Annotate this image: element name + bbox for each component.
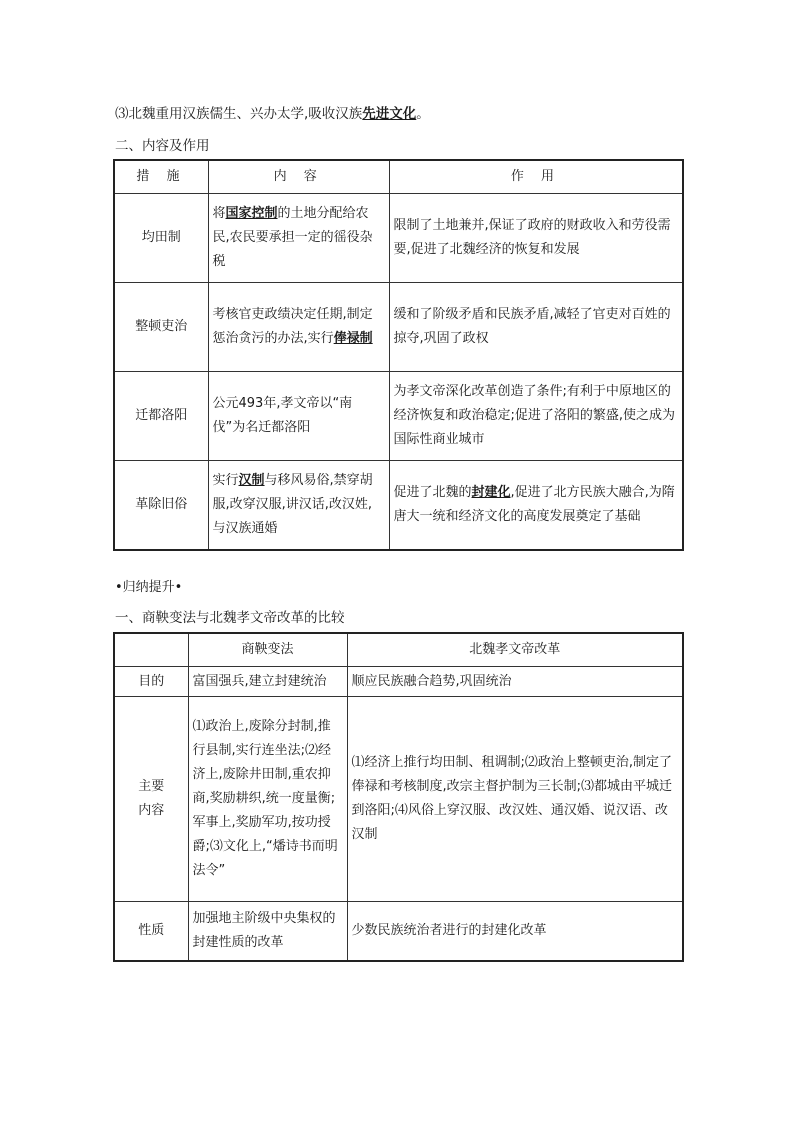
xiaowen-cell: 顺应民族融合趋势,巩固统治 bbox=[347, 667, 683, 697]
table-header-row bbox=[114, 160, 683, 194]
effect-cell: 为孝文帝深化改革创造了条件;有利于中原地区的经济恢复和政治稳定;促进了洛阳的繁盛,使之成为国际性商业城市 bbox=[389, 372, 683, 461]
measure-cell: 革除旧俗 bbox=[114, 461, 208, 551]
header-blank bbox=[114, 633, 188, 667]
effect-cell: 促进了北魏的封建化,促进了北方民族大融合,为隋唐大一统和经济文化的高度发展奠定了基础 bbox=[389, 461, 683, 551]
content-cell: 实行汉制与移风易俗,禁穿胡服,改穿汉服,讲汉话,改汉姓,与汉族通婚 bbox=[208, 461, 389, 551]
intro-suffix: 。 bbox=[416, 106, 430, 122]
content-cell: 将国家控制的土地分配给农民,农民要承担一定的徭役杂税 bbox=[208, 194, 389, 283]
row-label: 主要内容 bbox=[114, 697, 188, 902]
table-row bbox=[114, 667, 683, 697]
table-header-row bbox=[114, 633, 683, 667]
xiaowen-cell: ⑴经济上推行均田制、租调制;⑵政治上整顿吏治,制定了俸禄和考核制度,改宗主督护制为三长制;⑶都城由平城迁到洛阳;⑷风俗上穿汉服、改汉姓、通汉婚、说汉语、改汉制 bbox=[347, 697, 683, 902]
xiaowen-cell: 少数民族统治者进行的封建化改革 bbox=[347, 902, 683, 962]
header-effect: 作 用 bbox=[389, 160, 683, 194]
header-shang: 商鞅变法 bbox=[188, 633, 347, 667]
measure-cell: 整顿吏治 bbox=[114, 283, 208, 372]
measure-cell: 迁都洛阳 bbox=[114, 372, 208, 461]
content-cell: 公元493年,孝文帝以“南伐”为名迁都洛阳 bbox=[208, 372, 389, 461]
section-title-compare: 一、商鞅变法与北魏孝文帝改革的比较 bbox=[115, 610, 345, 626]
content-cell: 考核官吏政绩决定任期,制定惩治贪污的办法,实行俸禄制 bbox=[208, 283, 389, 372]
summary-label: •归纳提升• bbox=[115, 580, 183, 595]
shang-cell: 富国强兵,建立封建统治 bbox=[188, 667, 347, 697]
table-row bbox=[114, 902, 683, 962]
measures-table bbox=[113, 159, 684, 551]
effect-cell: 缓和了阶级矛盾和民族矛盾,减轻了官吏对百姓的掠夺,巩固了政权 bbox=[389, 283, 683, 372]
effect-cell: 限制了土地兼并,保证了政府的财政收入和劳役需要,促进了北魏经济的恢复和发展 bbox=[389, 194, 683, 283]
header-measure: 措 施 bbox=[114, 160, 208, 194]
table-row bbox=[114, 194, 683, 283]
intro-prefix: ⑶北魏重用汉族儒生、兴办太学,吸收汉族 bbox=[115, 106, 363, 122]
intro-line bbox=[115, 102, 430, 122]
measure-cell: 均田制 bbox=[114, 194, 208, 283]
shang-cell: ⑴政治上,废除分封制,推行县制,实行连坐法;⑵经济上,废除井田制,重农抑商,奖励耕织,统一度量衡;军事上,奖励军功,按功授爵;⑶文化上,“燔诗书而明法令” bbox=[188, 697, 347, 902]
header-content: 内 容 bbox=[208, 160, 389, 194]
table-row bbox=[114, 283, 683, 372]
header-xiaowen: 北魏孝文帝改革 bbox=[347, 633, 683, 667]
table-row bbox=[114, 372, 683, 461]
section-title-content: 二、内容及作用 bbox=[115, 138, 210, 154]
shang-cell: 加强地主阶级中央集权的封建性质的改革 bbox=[188, 902, 347, 962]
table-row bbox=[114, 461, 683, 551]
intro-bold: 先进文化 bbox=[362, 106, 417, 122]
comparison-table bbox=[113, 632, 684, 962]
row-label: 性质 bbox=[114, 902, 188, 962]
table-row bbox=[114, 697, 683, 902]
row-label: 目的 bbox=[114, 667, 188, 697]
